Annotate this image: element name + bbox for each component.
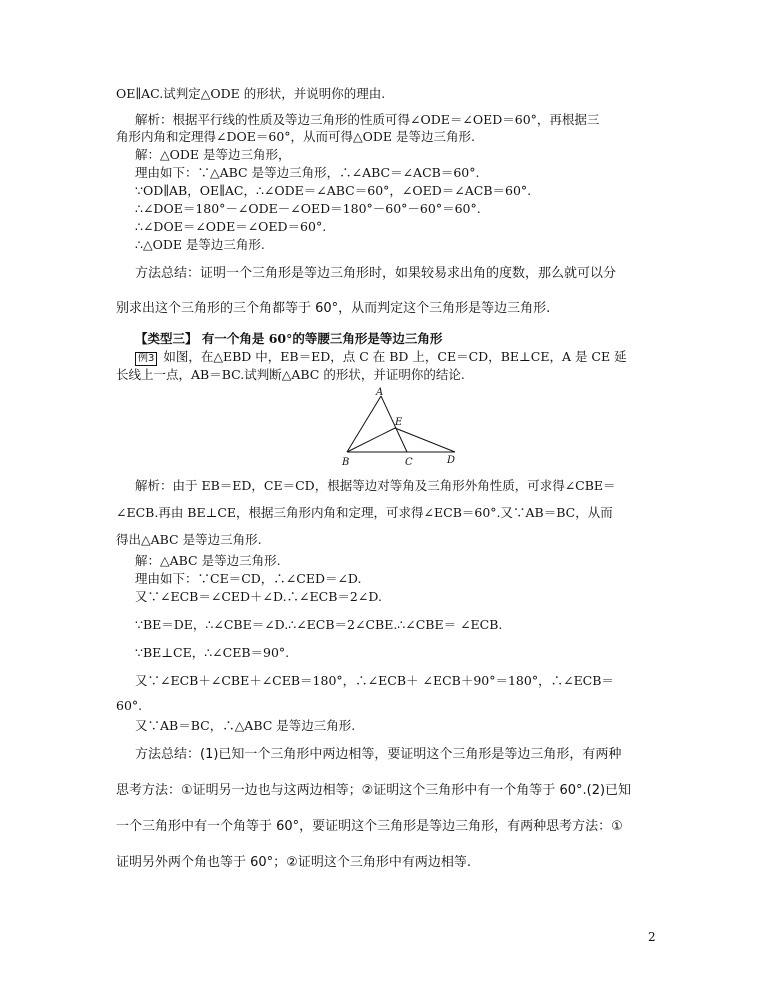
method-summary: 证明另外两个角也等于 60°；②证明这个三角形中有两边相等. — [116, 855, 471, 870]
triangle-figure — [335, 386, 465, 470]
segment-ac — [381, 396, 407, 452]
method-summary: 方法总结：证明一个三角形是等边三角形时，如果较易求出角的度数，那么就可以分 — [135, 266, 617, 281]
page-number: 2 — [648, 930, 656, 944]
text-line: 60°. — [116, 698, 143, 713]
text-line: 又∵∠ECB＋∠CBE＋∠CEB＝180°，∴∠ECB＋ ∠ECB＋90°＝180°，∴∠ECB＝ — [135, 673, 614, 688]
example-tag: 例3 — [135, 352, 157, 366]
text-line: 解：△ODE 是等边三角形， — [135, 147, 291, 162]
method-summary: 思考方法：①证明另一边也与这两边相等；②证明这个三角形中有一个角等于 60°.(2)已知 — [116, 783, 632, 798]
text-line: ∠ECB.再由 BE⊥CE，根据三角形内角和定理，可求得∠ECB＝60°.又∵AB＝BC，从而 — [116, 505, 613, 520]
text-line: ∵BE⊥CE，∴∠CEB＝90°. — [135, 645, 290, 660]
section-heading: 【类型三】 有一个角是 60°的等腰三角形是等边三角形 — [135, 331, 443, 346]
text-line: 得出△ABC 是等边三角形. — [116, 532, 262, 547]
text-line: 角形内角和定理得∠DOE＝60°，从而可得△ODE 是等边三角形. — [116, 129, 475, 144]
method-summary: 别求出这个三角形的三个角都等于 60°，从而判定这个三角形是等边三角形. — [116, 301, 551, 316]
label-e: E — [395, 417, 403, 428]
text-line: 解析：由于 EB＝ED，CE＝CD，根据等边对等角及三角形外角性质，可求得∠CBE＝ — [135, 478, 616, 493]
text-line: 如图，在△EBD 中，EB＝ED，点 C 在 BD 上，CE＝CD，BE⊥CE，A 是 CE 延 — [163, 349, 627, 364]
text-line: 长线上一点，AB＝BC.试判断△ABC 的形状，并证明你的结论. — [116, 367, 465, 382]
text-line: 理由如下：∵△ABC 是等边三角形，∴∠ABC＝∠ACB＝60°. — [135, 165, 480, 180]
text-line: ∴∠DOE＝∠ODE＝∠OED＝60°. — [135, 219, 327, 234]
text-line: ∵OD∥AB，OE∥AC，∴∠ODE＝∠ABC＝60°，∠OED＝∠ACB＝60°. — [135, 183, 532, 198]
text-line: ∵BE＝DE，∴∠CBE＝∠D.∴∠ECB＝2∠CBE.∴∠CBE＝ ∠ECB. — [135, 617, 503, 632]
segment-ed — [395, 428, 455, 452]
label-b: B — [342, 457, 350, 468]
text-line: 解：△ABC 是等边三角形. — [135, 553, 281, 568]
method-summary: 方法总结：(1)已知一个三角形中两边相等，要证明这个三角形是等边三角形，有两种 — [135, 747, 622, 762]
text-line: 理由如下：∵CE＝CD，∴∠CED＝∠D. — [135, 571, 362, 586]
label-a: A — [376, 387, 384, 398]
text-line: 解析：根据平行线的性质及等边三角形的性质可得∠ODE＝∠OED＝60°，再根据三 — [135, 112, 600, 127]
text-line: ∴△ODE 是等边三角形. — [135, 237, 265, 252]
label-c: C — [405, 457, 413, 468]
text-line: OE∥AC.试判定△ODE 的形状，并说明你的理由. — [116, 86, 386, 101]
text-line: 又∵AB＝BC，∴△ABC 是等边三角形. — [135, 718, 356, 733]
method-summary: 一个三角形中有一个角等于 60°，要证明这个三角形是等边三角形，有两种思考方法：① — [116, 819, 623, 834]
text-line: ∴∠DOE＝180°－∠ODE－∠OED＝180°－60°－60°＝60°. — [135, 201, 481, 216]
label-d: D — [447, 455, 456, 466]
text-line: 又∵∠ECB＝∠CED＋∠D.∴∠ECB＝2∠D. — [135, 589, 382, 604]
text-line — [135, 349, 627, 366]
